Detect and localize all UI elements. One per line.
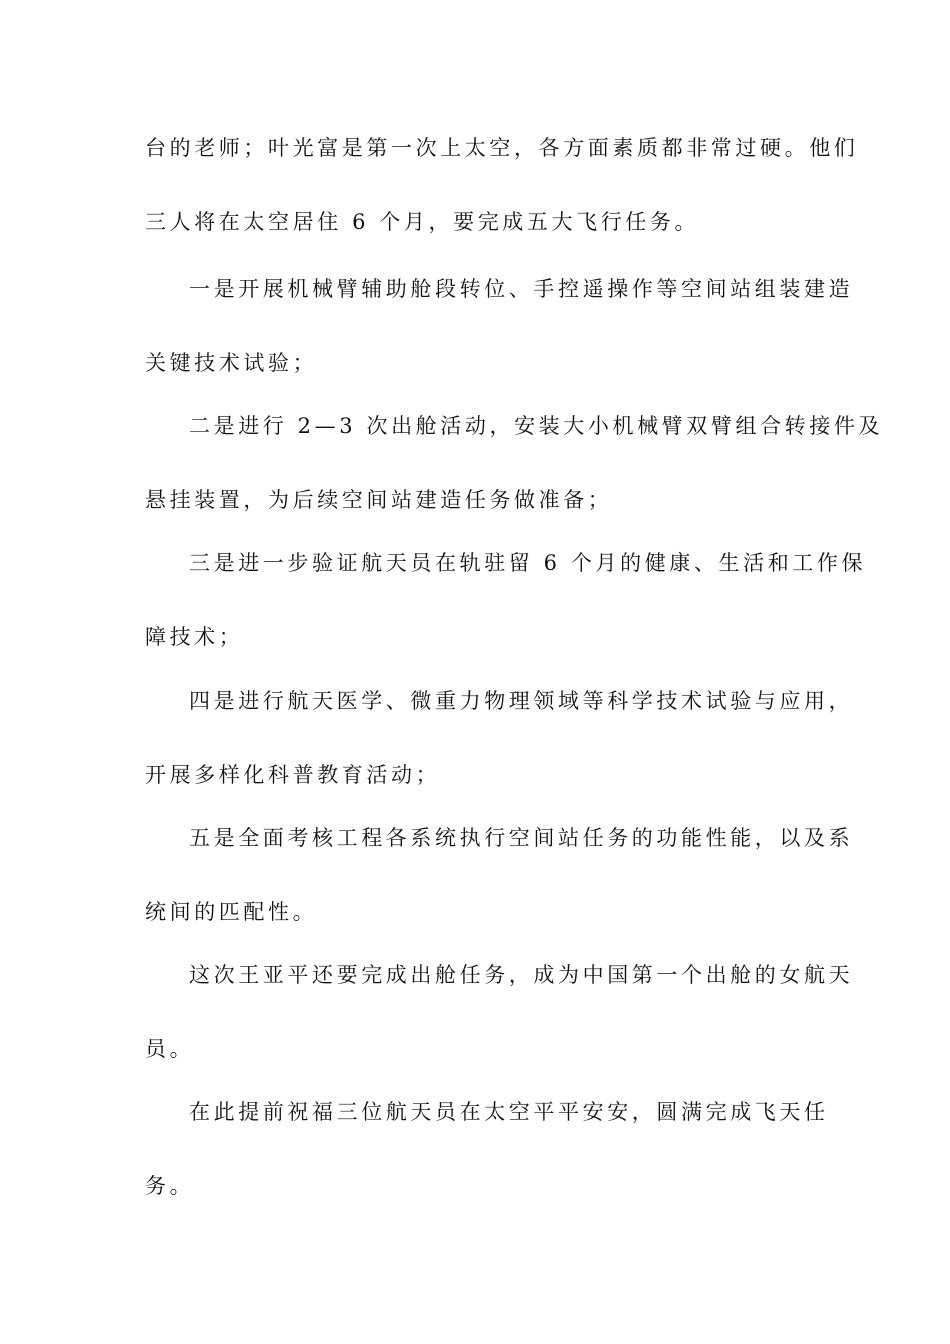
paragraph-line-1: 台的老师；叶光富是第一次上太空，各方面素质都非常过硬。他们 [145,136,859,160]
task-4-line-1: 四是进行航天医学、微重力物理领域等科学技术试验与应用， [189,689,854,713]
task-5-line-1: 五是全面考核工程各系统执行空间站任务的功能性能，以及系 [189,826,854,850]
task-5-line-2: 统间的匹配性。 [145,900,318,924]
blessing-line-1: 在此提前祝福三位航天员在太空平平安安，圆满完成飞天任 [189,1100,829,1124]
task-2-line-1: 二是进行 2—3 次出舱活动，安装大小机械臂双臂组合转接件及 [189,414,884,438]
task-2-line-2: 悬挂装置，为后续空间站建造任务做准备； [145,488,613,512]
blessing-line-2: 务。 [145,1174,195,1198]
spacewalk-line-1: 这次王亚平还要完成出舱任务，成为中国第一个出舱的女航天 [189,963,854,987]
task-1-line-1: 一是开展机械臂辅助舱段转位、手控遥操作等空间站组装建造 [189,277,854,301]
task-4-line-2: 开展多样化科普教育活动； [145,763,441,787]
task-1-line-2: 关键技术试验； [145,351,318,375]
task-3-line-1: 三是进一步验证航天员在轨驻留 6 个月的健康、生活和工作保 [189,551,867,575]
paragraph-line-2: 三人将在太空居住 6 个月，要完成五大飞行任务。 [145,210,700,234]
task-3-line-2: 障技术； [145,625,244,649]
spacewalk-line-2: 员。 [145,1037,195,1061]
